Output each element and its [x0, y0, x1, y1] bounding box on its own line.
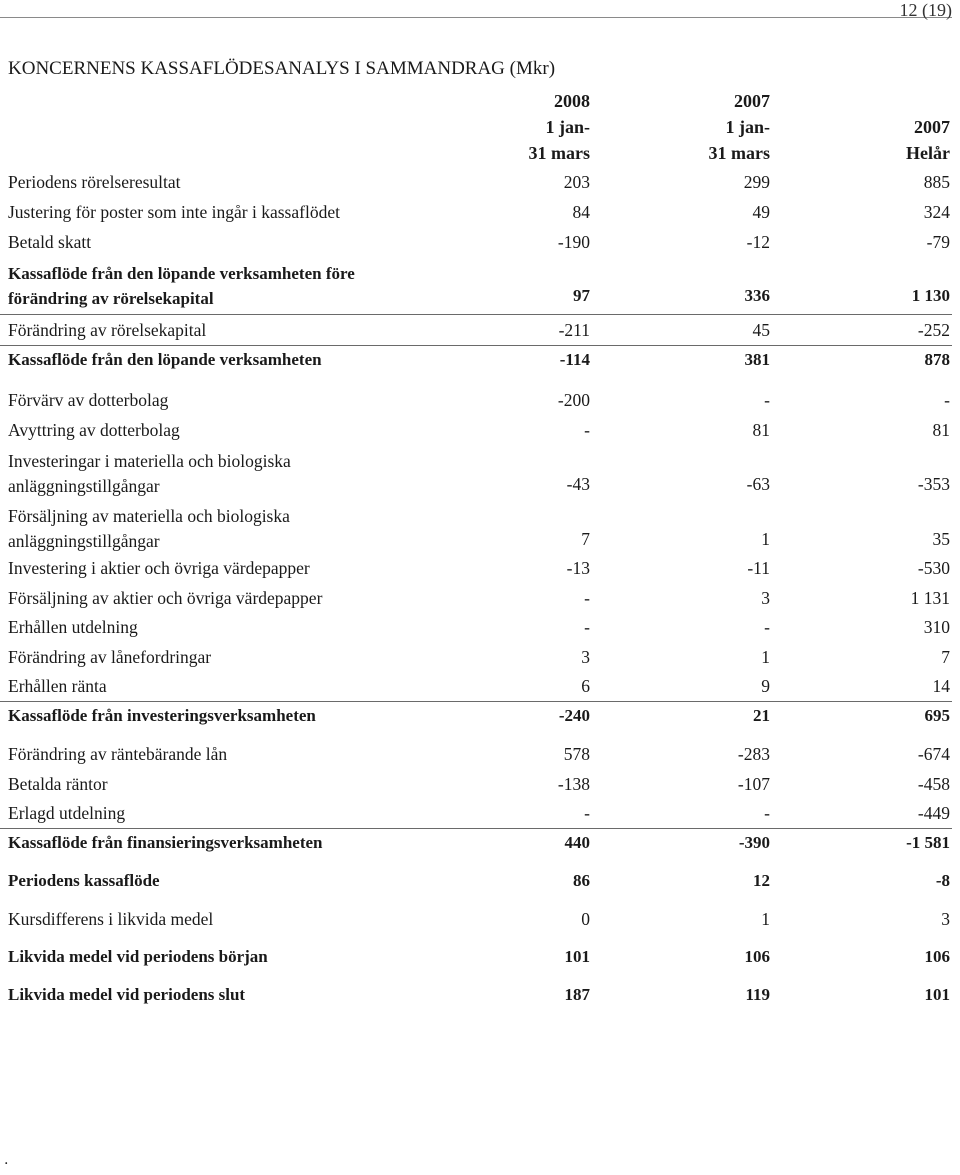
- row-value: 81: [932, 420, 950, 440]
- row-value: -: [944, 390, 950, 410]
- row-label-line: Periodens rörelseresultat: [8, 172, 181, 192]
- row-label: [8, 647, 211, 668]
- row-value: 49: [752, 202, 770, 222]
- row-label: [8, 833, 323, 853]
- row-label: [8, 558, 310, 579]
- row-value: 84: [572, 202, 590, 222]
- row-label-line: Försäljning av materiella och biologiska: [8, 506, 290, 526]
- row-label: [8, 909, 213, 930]
- row-value: 81: [752, 420, 770, 440]
- row-value: -449: [917, 803, 950, 823]
- row-value: 299: [743, 172, 770, 192]
- row-label: [8, 449, 291, 499]
- row-label: [8, 985, 245, 1005]
- row-value: -11: [747, 558, 770, 578]
- row-value: 1 130: [911, 286, 950, 305]
- row-value: 97: [573, 286, 590, 305]
- row-label-line: Erhållen utdelning: [8, 617, 138, 637]
- row-label-line: Erhållen ränta: [8, 676, 107, 696]
- row-value: 578: [563, 744, 590, 764]
- row-value: -530: [917, 558, 950, 578]
- row-value: 324: [923, 202, 950, 222]
- row-value: 106: [744, 947, 770, 966]
- page-title: KONCERNENS KASSAFLÖDESANALYS I SAMMANDRAG (Mkr): [8, 58, 556, 79]
- row-value: 9: [761, 676, 770, 696]
- row-value: 21: [753, 706, 770, 725]
- row-label-line: Förändring av lånefordringar: [8, 647, 212, 667]
- row-value: -107: [737, 774, 770, 794]
- row-label: [8, 744, 227, 765]
- row-value: 885: [923, 172, 950, 192]
- row-value: 3: [761, 588, 770, 608]
- row-value: -8: [935, 871, 950, 890]
- row-label: [8, 261, 355, 311]
- column-header-line: 2007: [914, 117, 950, 137]
- row-value: -353: [917, 474, 950, 494]
- row-value: 878: [924, 350, 950, 369]
- row-label-line: Erlagd utdelning: [8, 803, 126, 823]
- row-divider: [0, 345, 952, 346]
- column-header-line: 31 mars: [708, 143, 770, 163]
- row-label-line: Försäljning av aktier och övriga värdepapper: [8, 588, 323, 608]
- row-value: -13: [566, 558, 590, 578]
- row-value: 35: [932, 529, 950, 549]
- row-value: 440: [564, 833, 590, 852]
- footer-mark: .: [4, 1152, 9, 1168]
- row-value: 101: [564, 947, 590, 966]
- row-label: [8, 871, 160, 891]
- column-header-2007-q1: [709, 88, 771, 166]
- row-label-line: Kassaflöde från investeringsverksamheten: [8, 706, 316, 725]
- row-value: -63: [746, 474, 770, 494]
- row-label-line: Justering för poster som inte ingår i kassaflödet: [8, 202, 340, 222]
- column-header-line: 1 jan-: [545, 117, 590, 137]
- row-value: -1 581: [906, 833, 950, 852]
- row-value: 14: [932, 676, 950, 696]
- column-header-line: 2008: [554, 91, 590, 111]
- row-value: 187: [564, 985, 590, 1004]
- row-value: 381: [744, 350, 770, 369]
- row-value: -: [584, 803, 590, 823]
- row-label-line: Kassaflöde från finansieringsverksamheten: [8, 833, 323, 852]
- row-label: [8, 947, 268, 967]
- row-label-line: anläggningstillgångar: [8, 476, 160, 496]
- column-header-2007-full-year: [906, 114, 950, 166]
- column-header-line: 31 mars: [528, 143, 590, 163]
- row-label: [8, 172, 181, 193]
- row-label: [8, 676, 107, 697]
- row-value: -12: [746, 232, 770, 252]
- row-value: -: [764, 390, 770, 410]
- row-value: -458: [917, 774, 950, 794]
- row-divider: [0, 828, 952, 829]
- row-label-line: Kassaflöde från den löpande verksamheten före: [8, 264, 355, 283]
- row-label-line: Periodens kassaflöde: [8, 871, 160, 890]
- row-value: -: [584, 617, 590, 637]
- row-value: -200: [557, 390, 590, 410]
- row-label-line: Investeringar i materiella och biologiska: [8, 451, 291, 471]
- row-label: [8, 420, 180, 441]
- row-label-line: anläggningstillgångar: [8, 531, 160, 551]
- row-value: 310: [923, 617, 950, 637]
- column-header-line: 1 jan-: [725, 117, 770, 137]
- row-label-line: Kassaflöde från den löpande verksamheten: [8, 350, 322, 369]
- row-label-line: Förändring av räntebärande lån: [8, 744, 228, 764]
- row-label-line: Kursdifferens i likvida medel: [8, 909, 214, 929]
- row-value: 45: [752, 320, 770, 340]
- row-value: -674: [917, 744, 950, 764]
- row-divider: [0, 314, 952, 315]
- row-value: 1: [761, 647, 770, 667]
- row-label-line: Förändring av rörelsekapital: [8, 320, 207, 340]
- row-value: 7: [581, 529, 590, 549]
- row-label: [8, 774, 108, 795]
- row-value: -138: [557, 774, 590, 794]
- column-header-line: 2007: [734, 91, 770, 111]
- row-label-line: Betalda räntor: [8, 774, 108, 794]
- row-value: 1: [761, 529, 770, 549]
- row-label-line: Likvida medel vid periodens början: [8, 947, 268, 966]
- row-value: 119: [745, 985, 770, 1004]
- row-value: 0: [581, 909, 590, 929]
- row-value: -79: [926, 232, 950, 252]
- row-label: [8, 320, 206, 341]
- row-label: [8, 588, 322, 609]
- row-value: -: [584, 588, 590, 608]
- row-divider: [0, 701, 952, 702]
- row-value: 695: [924, 706, 950, 725]
- row-value: -390: [738, 833, 770, 852]
- row-value: -283: [737, 744, 770, 764]
- row-value: 7: [941, 647, 950, 667]
- row-label-line: Betald skatt: [8, 232, 92, 252]
- row-value: -: [584, 420, 590, 440]
- row-label: [8, 350, 322, 370]
- row-label: [8, 617, 138, 638]
- row-value: -43: [566, 474, 590, 494]
- row-value: -190: [557, 232, 590, 252]
- column-header-2008-q1: [529, 88, 591, 166]
- row-value: -252: [917, 320, 950, 340]
- column-header-line: Helår: [906, 143, 950, 163]
- row-value: 6: [581, 676, 590, 696]
- row-value: 3: [581, 647, 590, 667]
- row-label-line: Förvärv av dotterbolag: [8, 390, 169, 410]
- row-value: 3: [941, 909, 950, 929]
- row-value: 106: [924, 947, 950, 966]
- page-number: 12 (19): [899, 0, 952, 20]
- row-label-line: förändring av rörelsekapital: [8, 289, 214, 308]
- row-label: [8, 803, 125, 824]
- row-value: 336: [744, 286, 770, 305]
- row-label-line: Investering i aktier och övriga värdepapper: [8, 558, 310, 578]
- row-value: -211: [558, 320, 590, 340]
- row-value: 101: [924, 985, 950, 1004]
- row-label: [8, 504, 290, 554]
- row-value: -: [764, 803, 770, 823]
- header-rule: [0, 17, 952, 18]
- row-value: -240: [558, 706, 590, 725]
- row-value: 1 131: [910, 588, 950, 608]
- row-label: [8, 202, 340, 223]
- row-label: [8, 706, 316, 726]
- row-value: 203: [563, 172, 590, 192]
- row-label-line: Avyttring av dotterbolag: [8, 420, 180, 440]
- row-value: -114: [559, 350, 590, 369]
- row-value: 86: [573, 871, 590, 890]
- row-label: [8, 232, 91, 253]
- row-value: 1: [761, 909, 770, 929]
- row-label-line: Likvida medel vid periodens slut: [8, 985, 246, 1004]
- row-value: 12: [753, 871, 770, 890]
- row-value: -: [764, 617, 770, 637]
- row-label: [8, 390, 168, 411]
